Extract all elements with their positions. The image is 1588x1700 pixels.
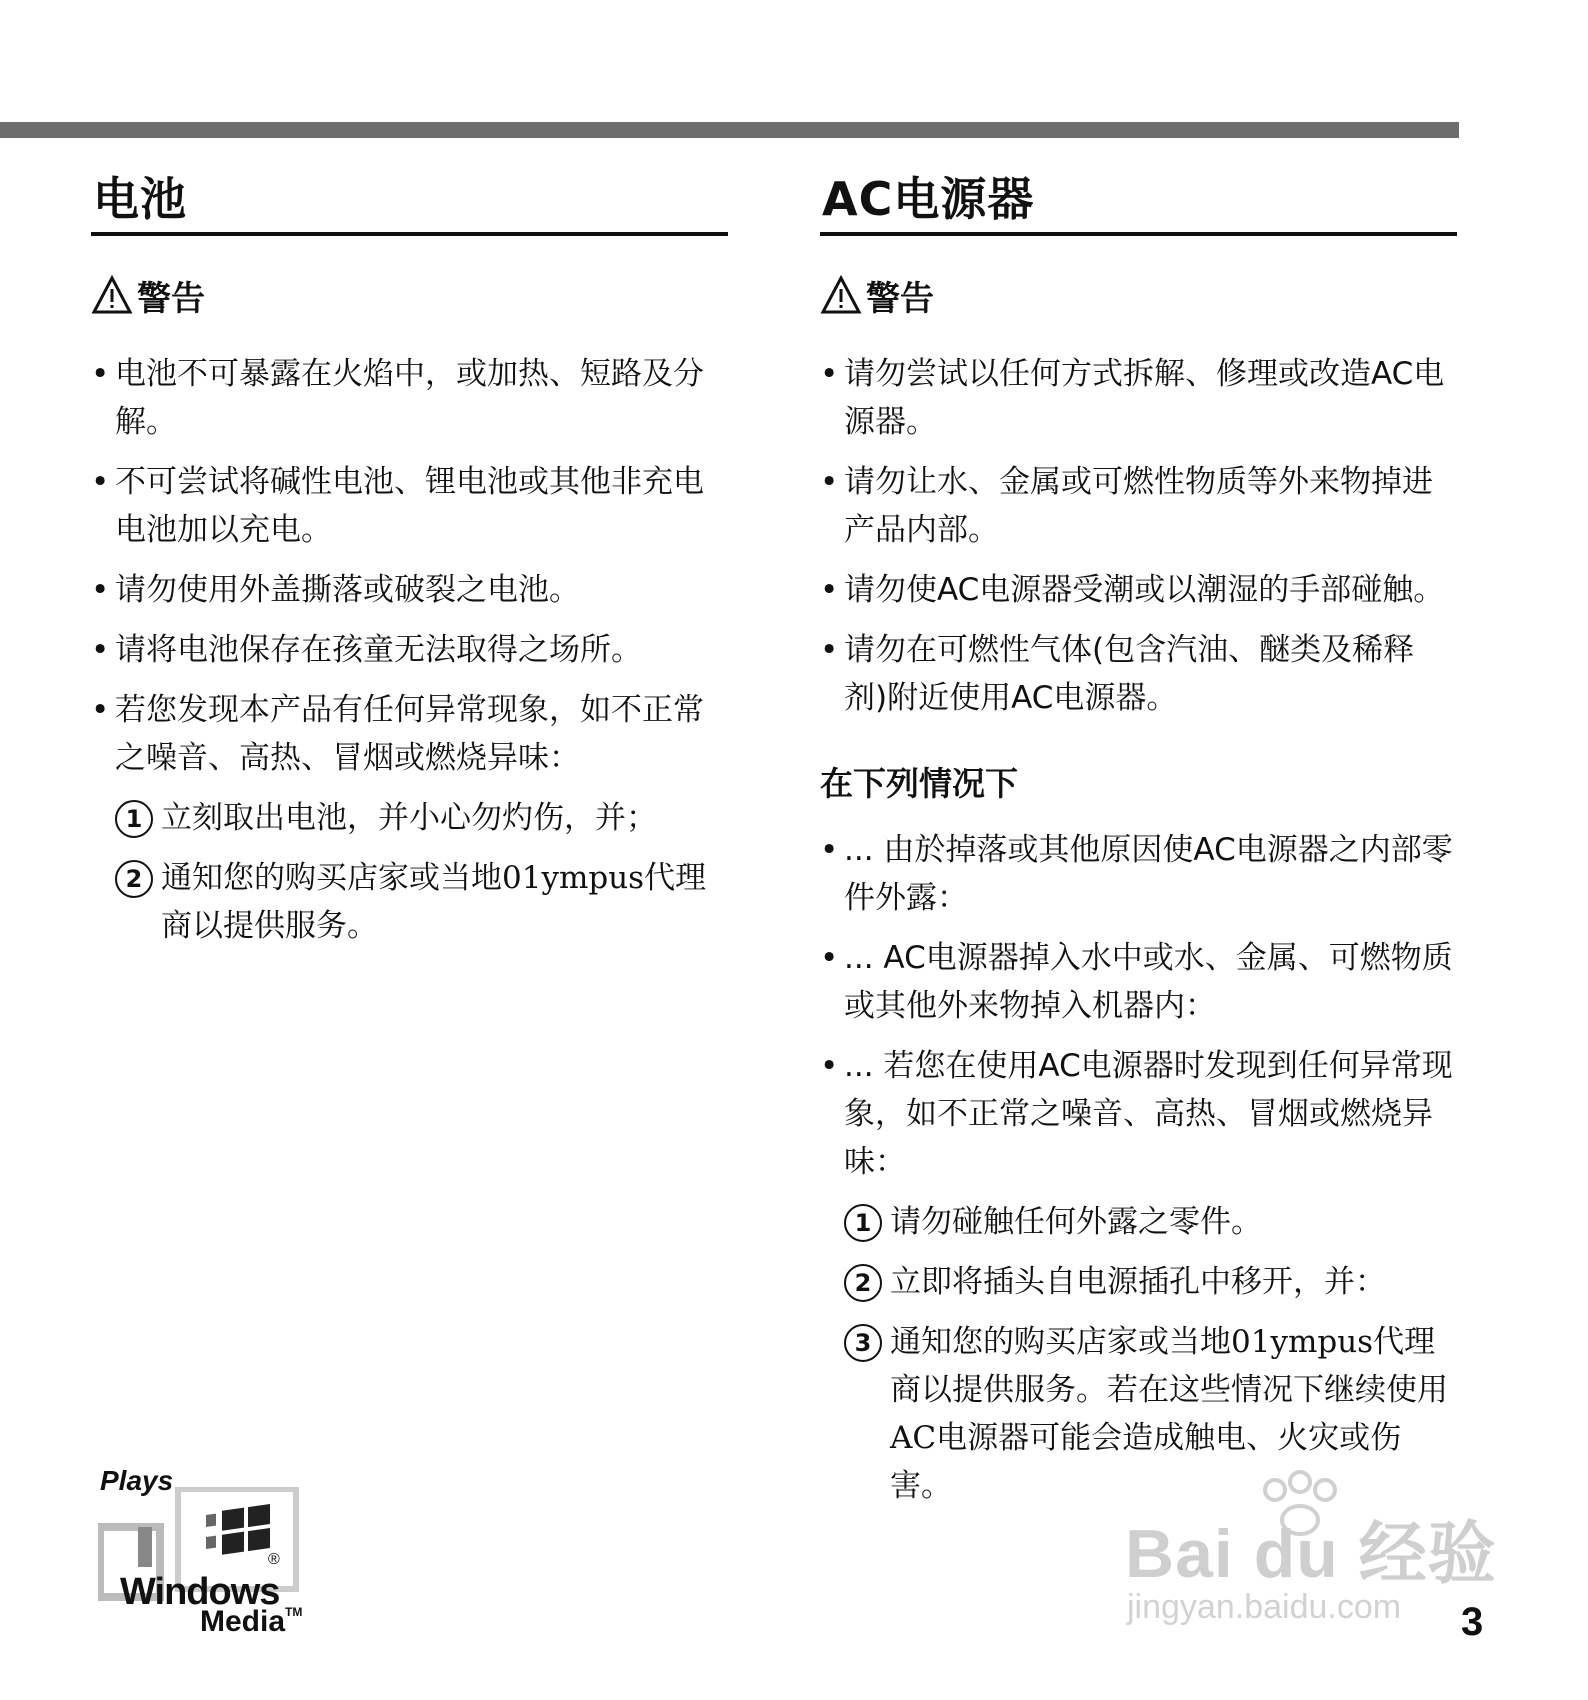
list-item: • 请勿在可燃性气体(包含汽油、醚类及稀释剂)附近使用AC电源器。 [820,632,1415,716]
step-item: 2 立即将插头自电源插孔中移开，并： [844,1258,1457,1306]
windows-media-logo [98,1465,318,1645]
step-item: 1 立刻取出电池，并小心勿灼伤，并； [115,794,728,842]
step-item: 1 请勿碰触任何外露之零件。 [844,1198,1457,1246]
list-item: • 请勿使用外盖撕落或破裂之电池。 [91,572,580,608]
baidu-watermark [1125,1470,1505,1640]
warning-triangle-icon [91,275,133,315]
warning-triangle-icon [820,275,862,315]
list-item: • ... AC电源器掉入水中或水、金属、可燃物质或其他外来物掉入机器内： [820,940,1453,1024]
ac-warnings-list [820,350,1457,722]
situations-list [820,826,1457,1186]
warning-label: 警告 [137,278,205,319]
warning-heading [820,270,1457,320]
list-item: • 若您发现本产品有任何异常现象，如不正常之噪音、高热、冒烟或燃烧异味： [91,692,704,776]
circled-number: 1 [115,800,153,838]
step-item: 3 通知您的购买店家或当地01ympus代理商以提供服务。若在这些情况下继续使用AC电源器可能会造成触电、火灾或伤害。 [844,1318,1457,1510]
list-item: • 电池不可暴露在火焰中，或加热、短路及分解。 [91,356,704,440]
list-item: • 请勿使AC电源器受潮或以潮湿的手部碰触。 [820,572,1445,608]
circled-number: 2 [844,1264,882,1302]
ac-steps-list [844,1198,1457,1510]
battery-section [91,168,728,962]
list-item: • 不可尝试将碱性电池、锂电池或其他非充电电池加以充电。 [91,464,704,548]
section-title-battery: 电池 [91,168,728,236]
list-item: • 请勿尝试以任何方式拆解、修理或改造AC电源器。 [820,356,1445,440]
battery-steps-list [115,794,728,950]
circled-number: 2 [115,860,153,898]
logo-media-text: Media™ [200,1605,303,1638]
logo-plays-text: Plays [100,1465,174,1496]
list-item: • ... 由於掉落或其他原因使AC电源器之内部零件外露： [820,832,1453,916]
list-item: • ... 若您在使用AC电源器时发现到任何异常现象，如不正常之噪音、高热、冒烟或燃烧异味： [820,1048,1453,1180]
logo-windows-text: Windows [120,1571,280,1613]
situations-heading: 在下列情况下 [820,764,1018,803]
section-title-ac-adapter: AC电源器 [820,168,1457,236]
warning-label: 警告 [866,278,934,319]
battery-warnings-list [91,350,728,782]
step-item: 2 通知您的购买店家或当地01ympus代理商以提供服务。 [115,854,728,950]
circled-number: 1 [844,1204,882,1242]
warning-heading [91,270,728,320]
header-rule [0,122,1459,138]
watermark-brand: Bai du 经验 [1125,1516,1497,1592]
list-item: • 请勿让水、金属或可燃性物质等外来物掉进产品内部。 [820,464,1433,548]
circled-number: 3 [844,1324,882,1362]
watermark-url: jingyan.baidu.com [1127,1588,1402,1626]
page-number: 3 [1461,1600,1484,1644]
ac-adapter-section [820,168,1457,1522]
registered-mark: ® [268,1551,280,1568]
list-item: • 请将电池保存在孩童无法取得之场所。 [91,632,642,668]
